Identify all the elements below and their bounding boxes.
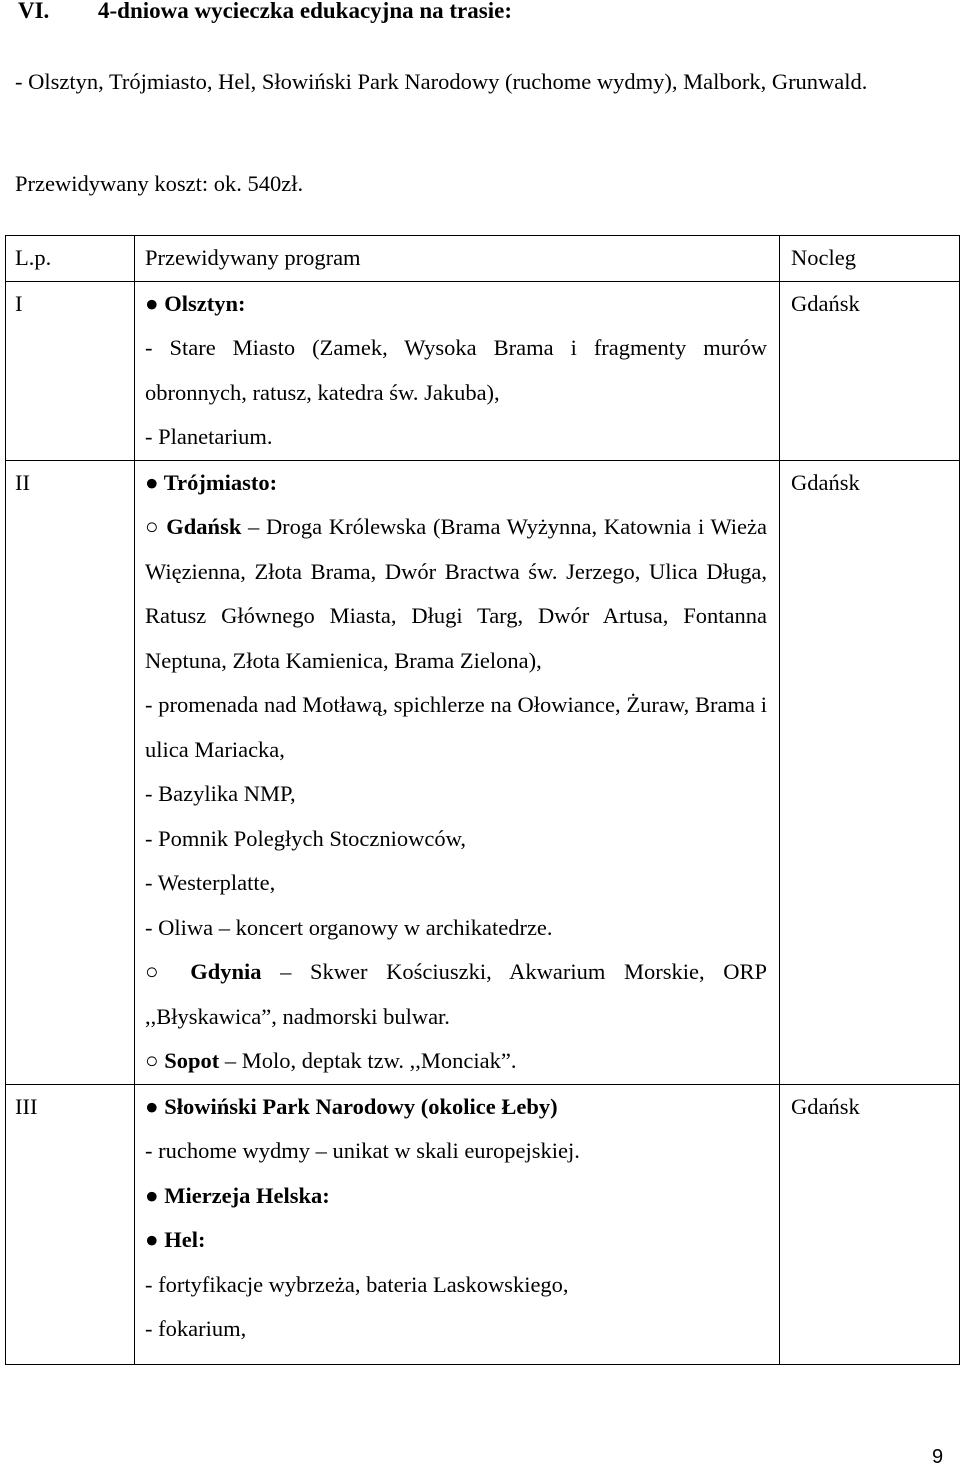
day-number: II	[6, 460, 135, 1084]
page-number: 9	[932, 1446, 944, 1468]
gdynia-text: Skwer Kościuszki, Akwarium Morskie, ORP ,,Błyskawica”, nadmorski bulwar.	[145, 959, 768, 1029]
sopot-label: Sopot	[164, 1048, 220, 1073]
day-nocleg: Gdańsk	[780, 281, 960, 460]
day-3-bullet-hel: ● Hel:	[145, 1227, 206, 1252]
section-title: 4-dniowa wycieczka edukacyjna na trasie:	[98, 0, 512, 23]
table-header-row	[6, 236, 960, 282]
sopot-text: Molo, deptak tzw. ,,Monciak”.	[241, 1048, 517, 1073]
day-3-line-1: - fortyfikacje wybrzeża, bateria Laskowskiego,	[145, 1271, 569, 1297]
gdansk-text: Droga Królewska (Brama Wyżynna, Katownia i Wieża Więzienna, Złota Brama, Dwór Bractwa św. Jerzego, Ulica Długa, Ratusz Głównego Miasta, Długi Targ, Dwór Artusa, Fontanna Neptuna, Złota Kamienica, Brama Zielona),	[145, 514, 768, 673]
day-2-line-5: - Oliwa – koncert organowy w archikatedrze.	[145, 914, 553, 940]
header-lp: L.p.	[6, 236, 135, 282]
day-3-line-2: - fokarium,	[145, 1316, 247, 1341]
day-program	[135, 1084, 780, 1364]
section-number: VI.	[18, 0, 50, 23]
gdynia-label: Gdynia	[190, 959, 262, 984]
route-description: - Olsztyn, Trójmiasto, Hel, Słowiński Park Narodowy (ruchome wydmy), Malbork, Grunwald.	[15, 69, 868, 94]
table-row-day-1	[6, 281, 960, 460]
day-1-bullet-olsztyn: ● Olsztyn:	[145, 290, 246, 316]
section-heading	[18, 0, 512, 26]
program-table	[5, 235, 960, 1365]
day-1-line-1: - Stare Miasto (Zamek, Wysoka Brama i fragmenty murów obronnych, ratusz, katedra św. Jakuba),	[145, 335, 767, 405]
header-program: Przewidywany program	[135, 236, 780, 282]
day-2-bullet-trojmiasto: ● Trójmiasto:	[145, 469, 278, 495]
day-number: III	[6, 1084, 135, 1364]
day-3-bullet-mierzeja: ● Mierzeja Helska:	[145, 1182, 330, 1208]
estimated-cost: Przewidywany koszt: ok. 540zł.	[15, 171, 304, 196]
day-nocleg: Gdańsk	[780, 460, 960, 1084]
table-row-day-2	[6, 460, 960, 1084]
day-number: I	[6, 281, 135, 460]
day-2-line-3: - Pomnik Poległych Stoczniowców,	[145, 825, 467, 851]
day-2-line-4: - Westerplatte,	[145, 870, 276, 895]
day-2-sopot-paragraph: ○ Sopot – Molo, deptak tzw. ,,Monciak”.	[145, 1048, 517, 1073]
day-program	[135, 281, 780, 460]
day-3-line-wydmy: - ruchome wydmy – unikat w skali europejskiej.	[145, 1138, 580, 1163]
day-2-line-2: - Bazylika NMP,	[145, 781, 296, 806]
table-row-day-3	[6, 1084, 960, 1364]
day-3-bullet-slowinski: ● Słowiński Park Narodowy (okolice Łeby)	[145, 1093, 558, 1119]
day-2-gdynia-paragraph: ○ Gdynia – Skwer Kościuszki, Akwarium Morskie, ORP ,,Błyskawica”, nadmorski bulwar.	[145, 959, 768, 1029]
gdansk-label: Gdańsk	[166, 514, 242, 539]
day-program	[135, 460, 780, 1084]
day-2-gdansk-paragraph: ○ Gdańsk – Droga Królewska (Brama Wyżynna, Katownia i Wieża Więzienna, Złota Brama, Dwór Bractwa św. Jerzego, Ulica Długa, Ratusz Głównego Miasta, Długi Targ, Dwór Artusa, Fontanna Neptuna, Złota Kamienica, Brama Zielona),	[145, 514, 768, 673]
day-nocleg: Gdańsk	[780, 1084, 960, 1364]
day-1-line-2: - Planetarium.	[145, 424, 273, 449]
header-nocleg: Nocleg	[780, 236, 960, 282]
day-2-line-1: - promenada nad Motławą, spichlerze na Ołowiance, Żuraw, Brama i ulica Mariacka,	[145, 692, 767, 762]
